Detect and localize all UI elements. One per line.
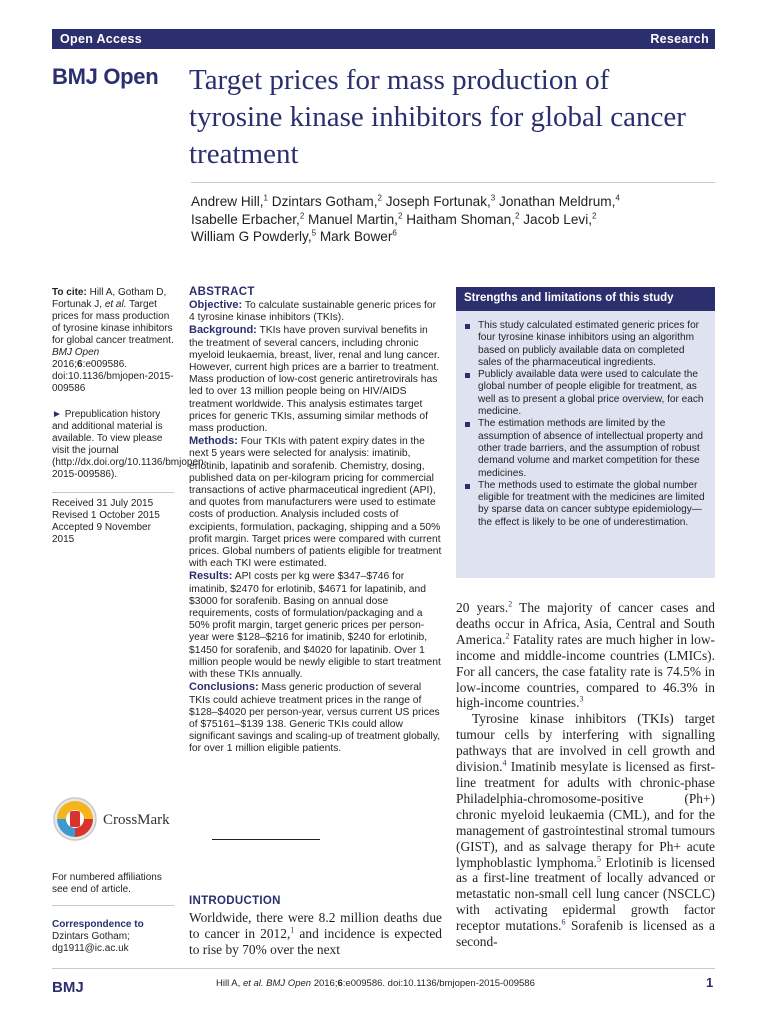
- sidebar-divider-2: [52, 905, 174, 906]
- author-line-3: [191, 228, 711, 246]
- prepublication-text[interactable]: Prepublication history and additional material is available. To view please visit the journal (http://dx.doi.org/10.1136/bmjopen-2015-009586).: [52, 409, 207, 480]
- list-item: [464, 320, 710, 369]
- crossmark-icon: [52, 796, 98, 842]
- square-bullet-icon: [465, 484, 470, 489]
- affiliation-sup: 2: [299, 210, 305, 220]
- right-column-body: [456, 600, 715, 950]
- intro-text: Worldwide, there were 8.2 million deaths due to cancer in 2012,: [189, 910, 442, 941]
- article-dates: [52, 498, 174, 546]
- introduction-heading: INTRODUCTION: [189, 895, 281, 907]
- body-text: 20 years.: [456, 600, 509, 615]
- abstract-conclusions: [189, 681, 442, 755]
- background-text: TKIs have proven survival benefits in the treatment of several cancers, including chronic myeloid leukaemia, breast, liver, renal and lung cancer. However, current high prices are a barrier to treatment. Mass production of low-cost generic antiretrovirals has led to over 13 million people being on HIV/AIDS treatment worldwide. This analysis estimates target prices for generic TKIs, assuming similar methods of mass production.: [189, 325, 440, 435]
- intro-text: and incidence is expected to rise by 70% over the next: [189, 925, 442, 957]
- cite-label: To cite:: [52, 287, 87, 298]
- cite-text: 2016;: [52, 359, 78, 370]
- list-item-text: The estimation methods are limited by the assumption of absence of intellectual property and other trade barriers, and the assumption of robust demand volume and market competition for these medicines.: [478, 418, 704, 479]
- journal-brand: BMJ Open: [52, 64, 159, 89]
- author-list: [191, 193, 711, 246]
- correspondence-email[interactable]: dg1911@ic.ac.uk: [52, 943, 129, 954]
- body-text: Tyrosine kinase inhibitors (TKIs) target tumour cells by interfering with signalling pathways that are involved in cell growth and division.: [456, 711, 715, 775]
- methods-text: Four TKIs with patent expiry dates in the next 5 years were selected for analysis: imatinib, erlotinib, lapatinib and sorafenib. Chemistry, dosing, published data on per-kilogram pricing for commercial transactions of active pharmaceutical ingredient (API), and quotes from manufacturers were used to estimate costs of production. Analysis included costs of excipients, formulation, packaging, shipping and a 50% profit margin. Target prices were compared with current prices. Global numbers of patients eligible for treatment with each TKI were estimated.: [189, 436, 442, 570]
- intro-paragraph: [189, 910, 442, 958]
- affiliation-sup: 6: [392, 228, 397, 238]
- title-divider: [191, 182, 715, 183]
- list-item: [464, 480, 710, 529]
- open-access-label: Open Access: [60, 32, 143, 46]
- reference-link[interactable]: 3: [579, 694, 584, 704]
- reference-link[interactable]: 6: [561, 917, 566, 927]
- revised-date: Revised 1 October 2015: [52, 510, 160, 521]
- author-line-1: [191, 193, 711, 211]
- reference-link[interactable]: 2: [508, 599, 513, 609]
- abstract-heading: ABSTRACT: [189, 286, 255, 298]
- conclusions-label: Conclusions:: [189, 681, 259, 694]
- affiliation-sup: 2: [515, 210, 520, 220]
- affiliation-sup: 2: [377, 193, 382, 203]
- abstract-background: [189, 324, 442, 435]
- author-name: Manuel Martin,: [304, 211, 398, 227]
- author-name: William G Powderly,: [191, 229, 312, 244]
- article-title: Target prices for mass production of tyrosine kinase inhibitors for global cancer treatment: [189, 64, 686, 170]
- list-item: [464, 418, 710, 479]
- received-date: Received 31 July 2015: [52, 498, 154, 509]
- cite-etal: et al.: [104, 299, 127, 310]
- sidebar-divider: [52, 492, 174, 493]
- footer-cite-volume: 6: [337, 978, 343, 989]
- strengths-heading-text: Strengths and limitations of this study: [464, 292, 674, 304]
- methods-label: Methods:: [189, 435, 238, 448]
- body-paragraph: [456, 711, 715, 950]
- objective-label: Objective:: [189, 299, 243, 311]
- list-item-text: Publicly available data were used to calculate the global number of people eligible for treatment, as well as to present a global price overview, for each medicine.: [478, 369, 704, 418]
- cite-journal: BMJ Open: [52, 347, 100, 358]
- footer-cite-text: 2016;: [313, 978, 338, 989]
- author-name: Dzintars Gotham,: [267, 194, 378, 209]
- abstract-objective: [189, 299, 442, 324]
- cite-volume: 6: [77, 359, 83, 370]
- affiliation-sup: 4: [615, 193, 620, 203]
- reference-link[interactable]: 2: [505, 631, 510, 641]
- body-text: The majority of cancer cases and deaths occur in Africa, Asia, Central and South America.: [456, 600, 716, 647]
- reference-link[interactable]: 1: [290, 925, 295, 935]
- reference-link[interactable]: 5: [597, 854, 602, 864]
- introduction-body: [189, 910, 442, 958]
- body-text: Sorafenib is licensed as a second-: [456, 918, 715, 950]
- strengths-box-heading: [456, 287, 715, 311]
- author-name: Jacob Levi,: [519, 211, 593, 227]
- footer-divider: [52, 968, 715, 969]
- footer-cite-text: Hill A,: [216, 978, 241, 989]
- page-number: 1: [706, 975, 714, 990]
- body-text: Erlotinib is licensed as a first-line treatment of locally advanced or metastatic non-small cell lung cancer (NSCLC) with activating epidermal growth factor receptor mutations.: [456, 854, 715, 934]
- article-type-label: Research: [650, 32, 709, 46]
- square-bullet-icon: [465, 324, 470, 329]
- author-name: Haitham Shoman,: [402, 211, 516, 227]
- abstract-end-rule: [212, 839, 320, 840]
- author-name: Jonathan Meldrum,: [495, 194, 616, 209]
- accepted-date: Accepted 9 November 2015: [52, 522, 151, 545]
- body-paragraph: [456, 600, 715, 711]
- footer-brand-logo: BMJ: [52, 979, 84, 996]
- affiliation-sup: 3: [490, 193, 496, 203]
- body-text: Imatinib mesylate is licensed as first-line treatment for adults with chronic-phase Philadelphia-chromosome-positive (Ph+) chronic myeloid leukaemia (CML), and for the management of gastrointestinal stromal tumours (GIST), and as salvage therapy for Ph+ acute lymphoblastic lymphoma.: [456, 759, 715, 870]
- list-item-text: This study calculated estimated generic prices for four tyrosine kinase inhibitors using an algorithm based on publicly available data on completed sales of the pharmaceutical ingredients.: [478, 320, 700, 368]
- abstract-methods: [189, 435, 442, 570]
- reference-link[interactable]: 4: [502, 758, 507, 768]
- results-label: Results:: [189, 570, 233, 583]
- results-text: API costs per kg were $347–$746 for imatinib, $2470 for erlotinib, $4671 for lapatinib, and $3000 for sorafenib. Basing on annual dose requirements, costs of formulation/packaging and a 50% profit margin, target generic prices per person-year were $128–$216 for imatinib, $240 for erlotinib, $1450 for sorafenib, and $4020 for lapatinib. Over 1 million people would be newly eligible to start treatment with these TKIs annually.: [189, 571, 441, 681]
- author-line-2: [191, 211, 711, 229]
- author-name: Mark Bower: [316, 229, 393, 244]
- abstract-results: [189, 570, 442, 681]
- body-text: Fatality rates are much higher in low-income and middle-income countries (LMICs). For all cancers, the case fatality rate is 74.5% in low-income countries, compared to 46.3% in high-income countries.: [456, 631, 715, 711]
- strengths-list: [464, 320, 710, 529]
- footer-cite-doi: :e009586. doi:10.1136/bmjopen-2015-009586: [342, 978, 535, 989]
- author-name: Andrew Hill,: [191, 194, 264, 209]
- header-bar: [52, 29, 715, 49]
- conclusions-text: Mass generic production of several TKIs could achieve treatment prices in the range of $128–$4020 per person-year, versus current US prices of $75161–$139 138. Generic TKIs could allow significant savings and scaling-up of treatment globally, for over 1 million eligible patients.: [189, 682, 441, 755]
- crossmark-label[interactable]: CrossMark: [103, 812, 170, 828]
- cite-text: Hill A, Gotham D, Fortunak J,: [52, 287, 167, 310]
- footer-cite-etal: et al. BMJ Open: [242, 978, 312, 989]
- strengths-limitations-box: [456, 287, 715, 578]
- abstract-body: [189, 299, 442, 756]
- square-bullet-icon: [465, 422, 470, 427]
- affiliation-sup: 5: [311, 228, 317, 238]
- correspondence-name: Dzintars Gotham;: [52, 931, 130, 942]
- affiliation-sup: 2: [397, 210, 403, 220]
- affiliation-sup: 2: [592, 210, 597, 220]
- list-item: [464, 369, 710, 418]
- prepublication-note: [52, 409, 207, 481]
- background-label: Background:: [189, 324, 257, 337]
- author-name: Joseph Fortunak,: [381, 194, 491, 209]
- author-name: Isabelle Erbacher,: [191, 211, 300, 227]
- objective-text: To calculate sustainable generic prices for 4 tyrosine kinase inhibitors (TKIs).: [189, 300, 437, 324]
- correspondence-label: Correspondence to: [52, 919, 144, 930]
- correspondence-block: [52, 919, 174, 955]
- square-bullet-icon: [465, 373, 470, 378]
- list-item-text: The methods used to estimate the global number eligible for treatment with the medicines are limited by sparse data on cancer subtype epidemiology—the effect is likely to be one of underestimation.: [478, 479, 705, 528]
- citation-block: [52, 287, 174, 395]
- bullet-arrow-icon: ►: [52, 409, 62, 420]
- affiliations-note: For numbered affiliations see end of article.: [52, 872, 162, 895]
- footer-citation: [216, 978, 535, 989]
- affiliation-sup: 1: [263, 193, 268, 203]
- cite-text: Target prices for mass production of tyrosine kinase inhibitors for global cancer treatment.: [52, 299, 174, 346]
- cite-doi: :e009586. doi:10.1136/bmjopen-2015-009586: [52, 359, 174, 394]
